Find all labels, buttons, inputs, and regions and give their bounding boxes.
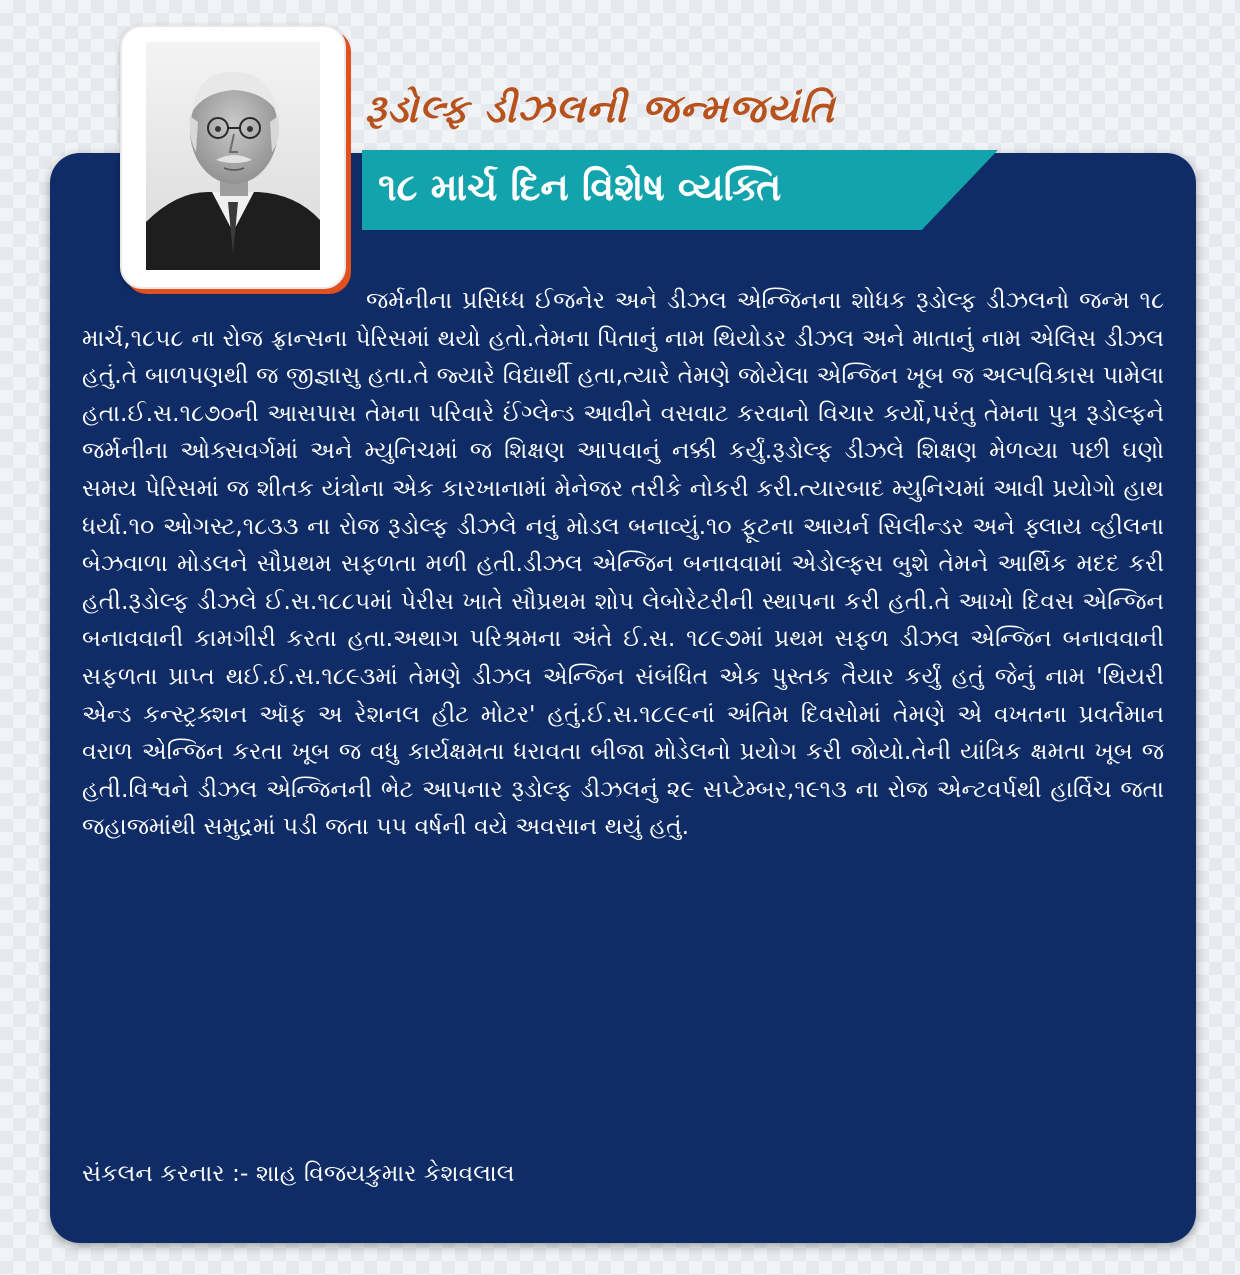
- banner-title: ૧૮ માર્ચ દિન વિશેષ વ્યક્તિ: [378, 165, 782, 209]
- article-text: જર્મનીના પ્રસિધ્ધ ઈજનેર અને ડીઝલ એન્જિનના શોધક રૂડોલ્ફ ડીઝલનો જન્મ ૧૮ માર્ચ,૧૮૫૮ ના રોજ ફ્રાન્સના પેરિસમાં થયો હતો.તેમના પિતાનું નામ થિયોડર ડીઝલ અને માતાનું નામ એલિસ ડીઝલ હતું.તે બાળપણથી જ જીજ્ઞાસુ હતા.તે જ્યારે વિદ્યાર્થી હતા,ત્યારે તેમણે જોયેલા એન્જિન ખૂબ જ અલ્પવિકાસ પામેલા હતા.ઈ.સ.૧૮૭૦ની આસપાસ તેમના પરિવારે ઈંગ્લેન્ડ આવીને વસવાટ કરવાનો વિચાર કર્યો,પરંતુ તેમના પુત્ર રૂડોલ્ફને જર્મનીના ઓક્સવર્ગમાં અને મ્યુનિચમાં જ શિક્ષણ આપવાનું નક્કી કર્યું.રૂડોલ્ફ ડીઝલે શિક્ષણ મેળવ્યા પછી ઘણો સમય પેરિસમાં જ શીતક યંત્રોના એક કારખાનામાં મેનેજર તરીકે નોકરી કરી.ત્યારબાદ મ્યુનિચમાં આવી પ્રયોગો હાથ ધર્યા.૧૦ ઓગસ્ટ,૧૮૩૩ ના રોજ રૂડોલ્ફ ડીઝલે નવું મોડલ બનાવ્યું.૧૦ ફૂટના આયર્ન સિલીન્ડર અને ફ્લાય વ્હીલના બેઝવાળા મોડલને સૌપ્રથમ સફળતા મળી હતી.ડીઝલ એન્જિન બનાવવામાં એડોલ્ફસ બુશે તેમને આર્થિક મદદ કરી હતી.રૂડોલ્ફ ડીઝલે ઈ.સ.૧૮૮૫માં પેરીસ ખાતે સૌપ્રથમ શોપ લેબોરેટરીની સ્થાપના કરી હતી.તે આખો દિવસ એન્જિન બનાવવાની કામગીરી કરતા હતા.અથાગ પરિશ્રમના અંતે ઈ.સ. ૧૮૯૭માં પ્રથમ સફળ ડીઝલ એન્જિન બનાવવાની સફળતા પ્રાપ્ત થઈ.ઈ.સ.૧૮૯૩માં તેમણે ડીઝલ એન્જિન સંબંધિત એક પુસ્તક તૈયાર કર્યું હતું જેનું નામ 'થિયરી એન્ડ કન્સ્ટ્રક્શન ઑફ અ રેશનલ હીટ મોટર' હતું.ઈ.સ.૧૮૯૯નાં અંતિમ દિવસોમાં તેમણે એ વખતના પ્રવર્તમાન વરાળ એન્જિન કરતા ખૂબ જ વધુ કાર્યક્ષમતા ધરાવતા બીજા મોડેલનો પ્રયોગ કરી જોયો.તેની યાંત્રિક ક્ષમતા ખૂબ જ હતી.વિશ્વને ડીઝલ એન્જિનની ભેટ આપનાર રૂડોલ્ફ ડીઝલનું ૨૯ સપ્ટેમ્બર,૧૯૧૩ ના રોજ એન્ટવર્પથી હાર્વિચ જતા જહાજમાંથી સમુદ્રમાં પડી જતા ૫૫ વર્ષની વયે અવસાન થયું હતું.: [82, 286, 1164, 841]
- portrait-frame: [120, 25, 346, 289]
- compiler-credit: સંકલન કરનાર :- શાહ વિજયકુમાર કેશવલાલ: [82, 1159, 515, 1187]
- portrait-photo: [146, 42, 320, 270]
- article-body: [82, 282, 1164, 846]
- page-subtitle: રૂડોલ્ફ ડીઝલની જન્મજયંતિ: [365, 86, 836, 132]
